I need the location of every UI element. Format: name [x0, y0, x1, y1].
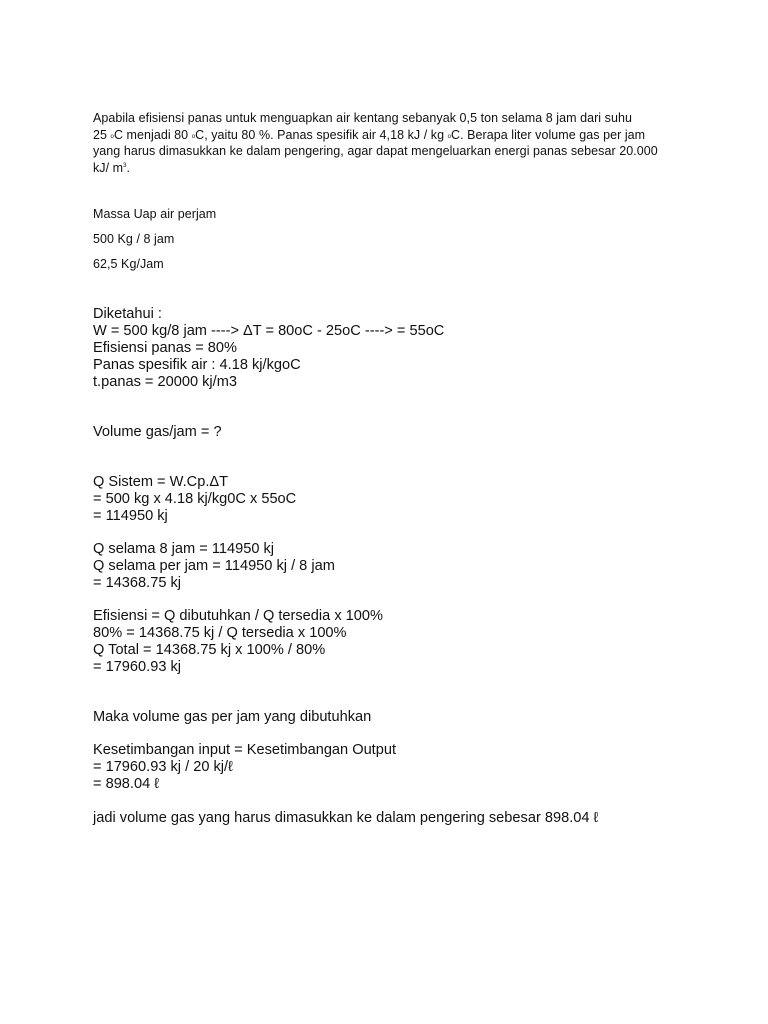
problem-text: C. Berapa liter volume gas per jam — [451, 127, 646, 142]
problem-line-3: yang harus dimasukkan ke dalam pengering, agar dapat mengeluarkan energi panas sebesar 20.000 — [93, 144, 658, 158]
qhour-line-3: = 14368.75 kj — [93, 575, 182, 591]
question: Volume gas/jam = ? — [93, 424, 222, 440]
qhour-line-1: Q selama 8 jam = 114950 kj — [93, 541, 275, 557]
qsystem-line-1: Q Sistem = W.Cp.ΔT — [93, 474, 229, 490]
efficiency-section — [93, 608, 383, 676]
volume-intro: Maka volume gas per jam yang dibutuhkan — [93, 709, 372, 725]
problem-line-4 — [93, 160, 658, 177]
known-w: W = 500 kg/8 jam ----> ΔT = 80oC - 25oC ----> = 55oC — [93, 323, 445, 339]
known-title: Diketahui : — [93, 306, 162, 322]
qsystem-line-2: = 500 kg x 4.18 kj/kg0C x 55oC — [93, 491, 297, 507]
qsystem-line-3: = 114950 kj — [93, 508, 168, 524]
degree-symbol: o — [110, 133, 114, 140]
mass-result: 62,5 Kg/Jam — [93, 257, 164, 271]
qsystem-section — [93, 474, 296, 525]
problem-text: 25 — [93, 127, 108, 142]
qhour-section — [93, 541, 335, 592]
mass-title: Massa Uap air perjam — [93, 207, 217, 221]
conclusion: jadi volume gas yang harus dimasukkan ke dalam pengering sebesar 898.04 ℓ — [93, 810, 599, 826]
volume-section — [93, 742, 396, 793]
problem-text: kJ/ m — [93, 160, 124, 175]
degree-symbol: o — [191, 133, 196, 140]
problem-text: C, yaitu 80 %. Panas spesifik air 4,18 kJ / kg — [195, 127, 445, 142]
problem-text: C menjadi 80 — [113, 127, 189, 142]
known-efficiency: Efisiensi panas = 80% — [93, 340, 237, 356]
problem-line-1: Apabila efisiensi panas untuk menguapkan air kentang sebanyak 0,5 ton selama 8 jam dari suhu — [93, 111, 632, 125]
known-tpanas: t.panas = 20000 kj/m3 — [93, 374, 238, 390]
volume-line-2: = 17960.93 kj / 20 kj/ℓ — [93, 759, 233, 775]
degree-symbol: o — [447, 133, 451, 140]
known-cp: Panas spesifik air : 4.18 kj/kgoC — [93, 357, 301, 373]
problem-statement — [93, 110, 658, 176]
volume-line-1: Kesetimbangan input = Kesetimbangan Output — [93, 742, 397, 758]
qhour-line-2: Q selama per jam = 114950 kj / 8 jam — [93, 558, 335, 574]
problem-line-2 — [93, 127, 658, 144]
mass-calc: 500 Kg / 8 jam — [93, 232, 175, 246]
efficiency-line-4: = 17960.93 kj — [93, 659, 182, 675]
efficiency-line-1: Efisiensi = Q dibutuhkan / Q tersedia x 100% — [93, 608, 384, 624]
efficiency-line-2: 80% = 14368.75 kj / Q tersedia x 100% — [93, 625, 347, 641]
known-section — [93, 306, 444, 391]
volume-line-3: = 898.04 ℓ — [93, 776, 159, 792]
efficiency-line-3: Q Total = 14368.75 kj x 100% / 80% — [93, 642, 326, 658]
problem-text: . — [126, 160, 131, 175]
superscript: 3 — [123, 162, 127, 169]
